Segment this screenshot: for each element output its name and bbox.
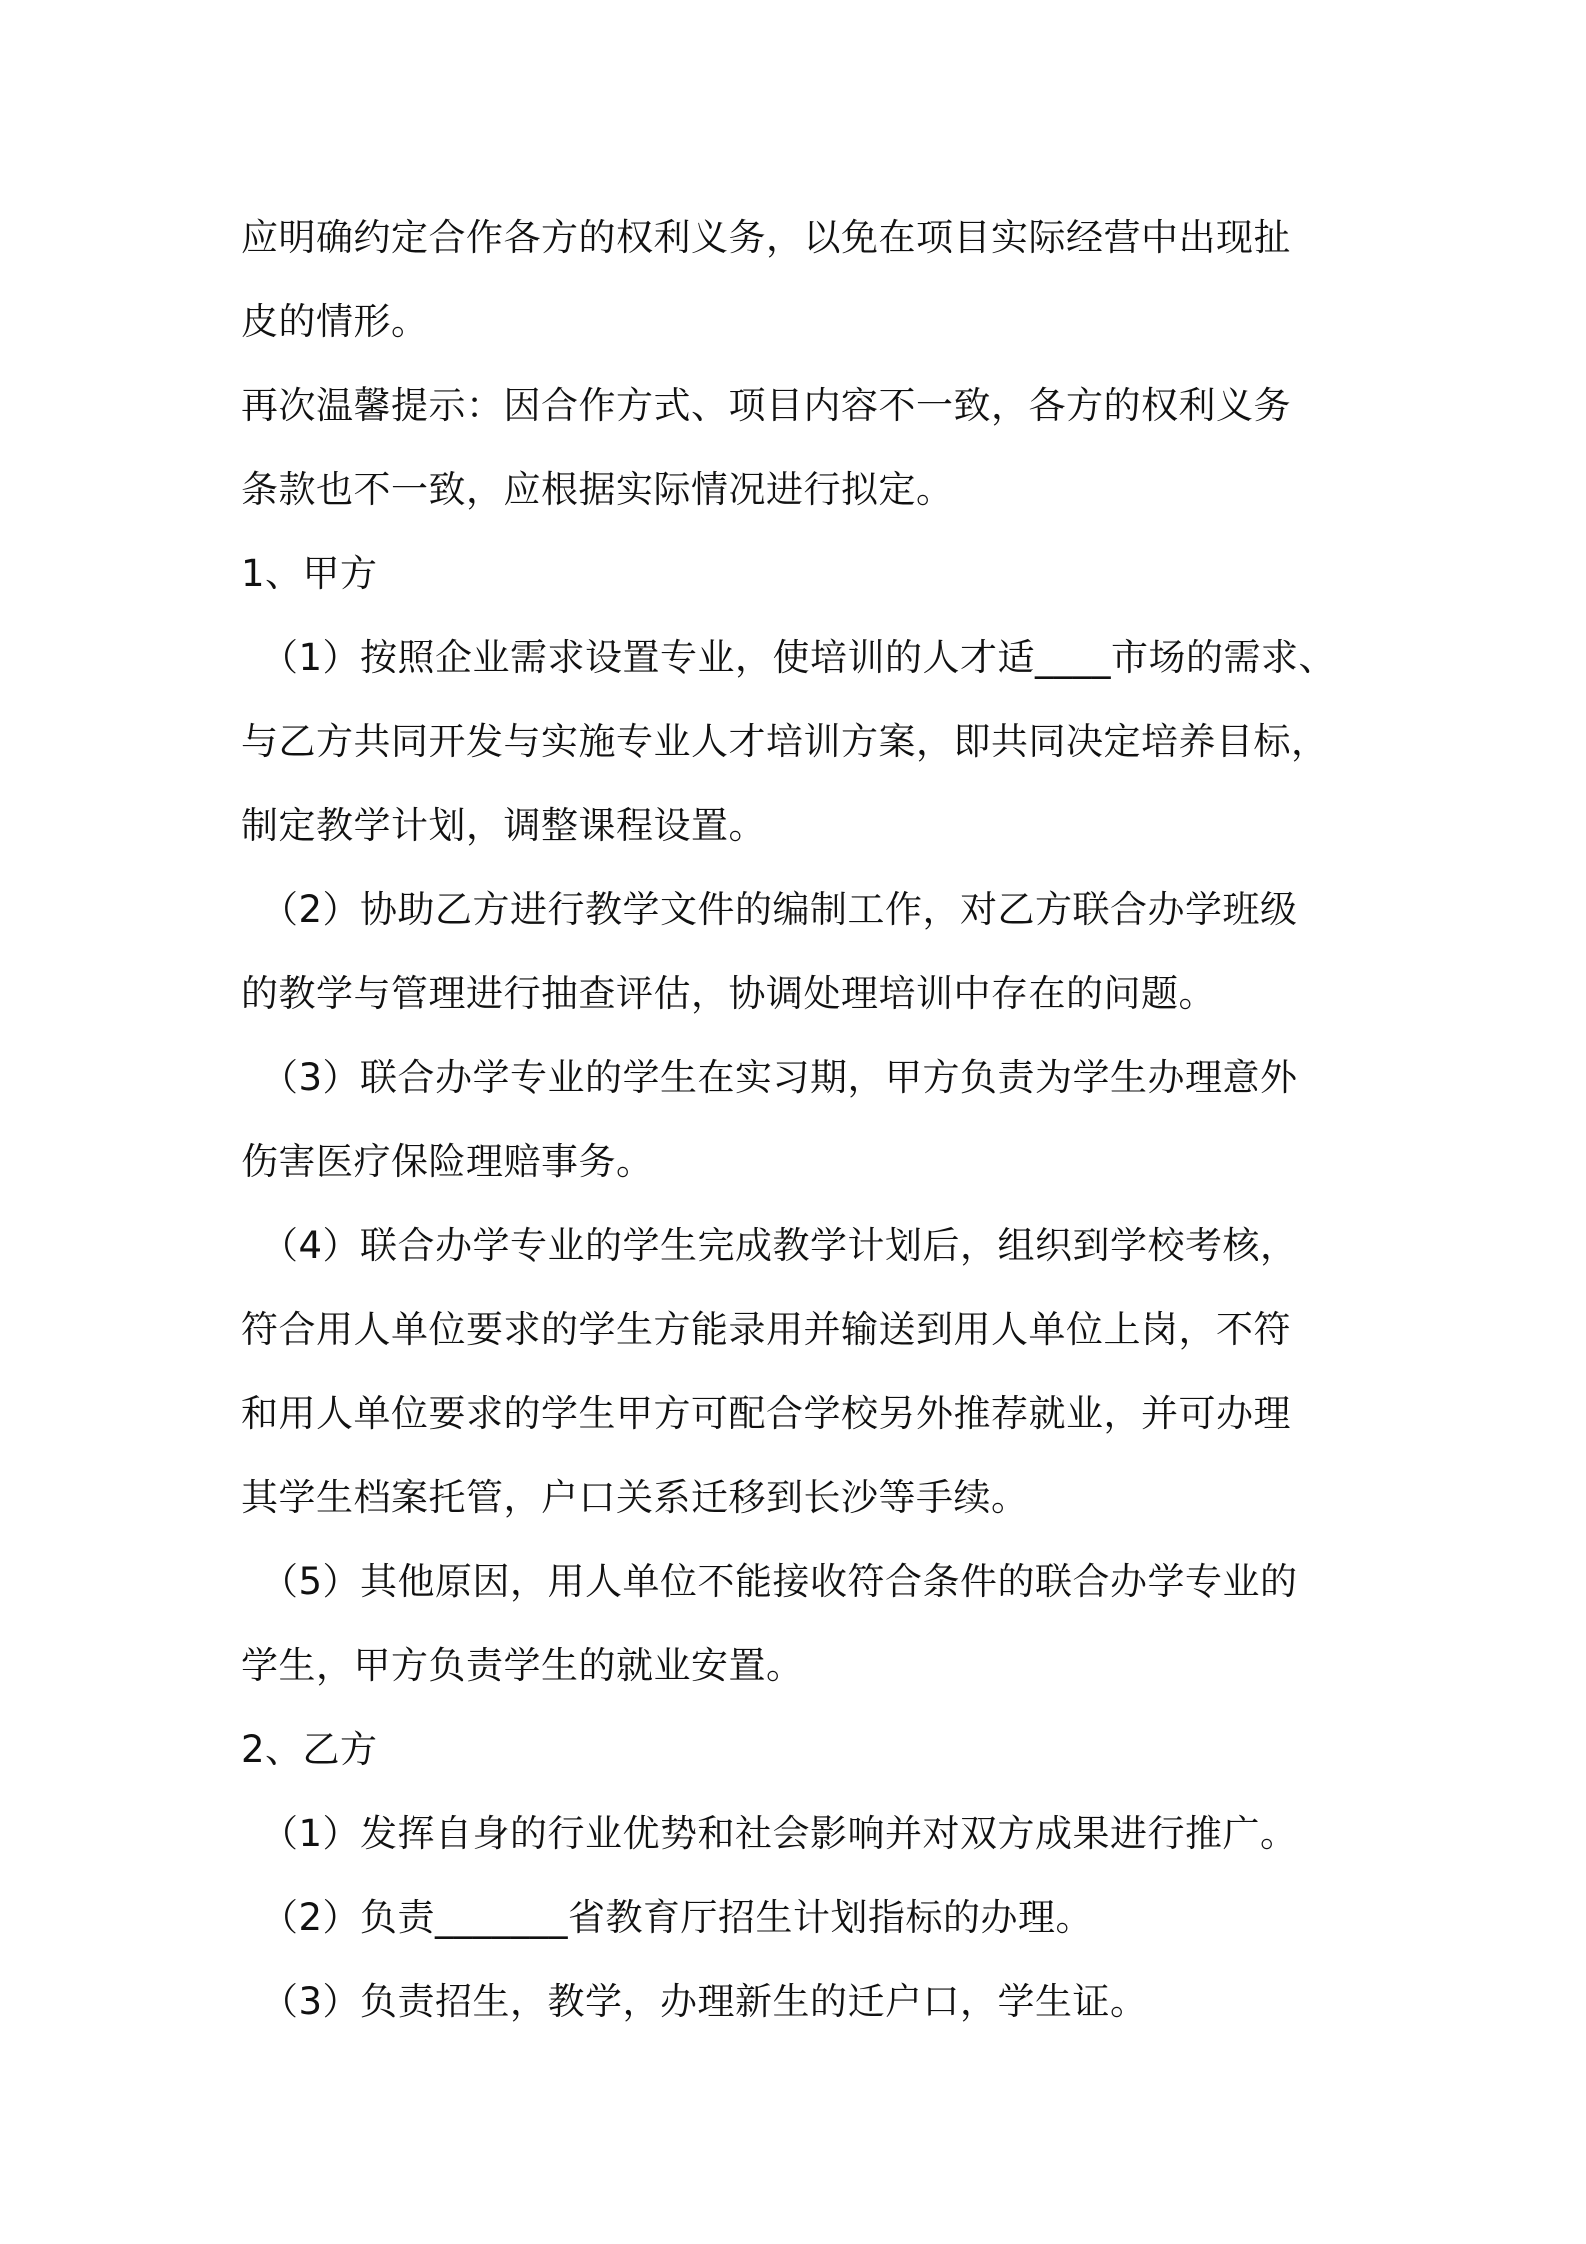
- clause-a5: （5）其他原因，用人单位不能接收符合条件的联合办学专业的: [261, 1560, 1298, 1603]
- document-body: [241, 196, 1361, 2044]
- clause-a3: （3）联合办学专业的学生在实习期，甲方负责为学生办理意外: [261, 1056, 1298, 1099]
- paragraph-line: 其学生档案托管，户口关系迁移到长沙等手续。: [241, 1476, 1029, 1519]
- section-heading-party-a: 1、甲方: [241, 552, 378, 595]
- paragraph-line: 皮的情形。: [241, 300, 429, 343]
- paragraph-line: 再次温馨提示：因合作方式、项目内容不一致，各方的权利义务: [241, 384, 1291, 427]
- paragraph-line: 符合用人单位要求的学生方能录用并输送到用人单位上岗，不符: [241, 1308, 1291, 1351]
- section-heading-party-b: 2、乙方: [241, 1728, 378, 1771]
- paragraph-line: 条款也不一致，应根据实际情况进行拟定。: [241, 468, 954, 511]
- paragraph-line: 制定教学计划，调整课程设置。: [241, 804, 766, 847]
- paragraph-line: 与乙方共同开发与实施专业人才培训方案，即共同决定培养目标，: [241, 720, 1329, 763]
- clause-a4: （4）联合办学专业的学生完成教学计划后，组织到学校考核，: [261, 1224, 1298, 1267]
- paragraph-line: 应明确约定合作各方的权利义务，以免在项目实际经营中出现扯: [241, 216, 1291, 259]
- clause-a1: （1）按照企业需求设置专业，使培训的人才适____市场的需求、: [261, 636, 1337, 679]
- clause-a2: （2）协助乙方进行教学文件的编制工作，对乙方联合办学班级: [261, 888, 1298, 931]
- paragraph-line: 学生，甲方负责学生的就业安置。: [241, 1644, 804, 1687]
- clause-b2: （2）负责_______省教育厅招生计划指标的办理。: [261, 1896, 1094, 1939]
- paragraph-line: 的教学与管理进行抽查评估，协调处理培训中存在的问题。: [241, 972, 1216, 1015]
- clause-b3: （3）负责招生，教学，办理新生的迁户口，学生证。: [261, 1980, 1148, 2023]
- clause-b1: （1）发挥自身的行业优势和社会影响并对双方成果进行推广。: [261, 1812, 1298, 1855]
- paragraph-line: 和用人单位要求的学生甲方可配合学校另外推荐就业，并可办理: [241, 1392, 1291, 1435]
- paragraph-line: 伤害医疗保险理赔事务。: [241, 1140, 654, 1183]
